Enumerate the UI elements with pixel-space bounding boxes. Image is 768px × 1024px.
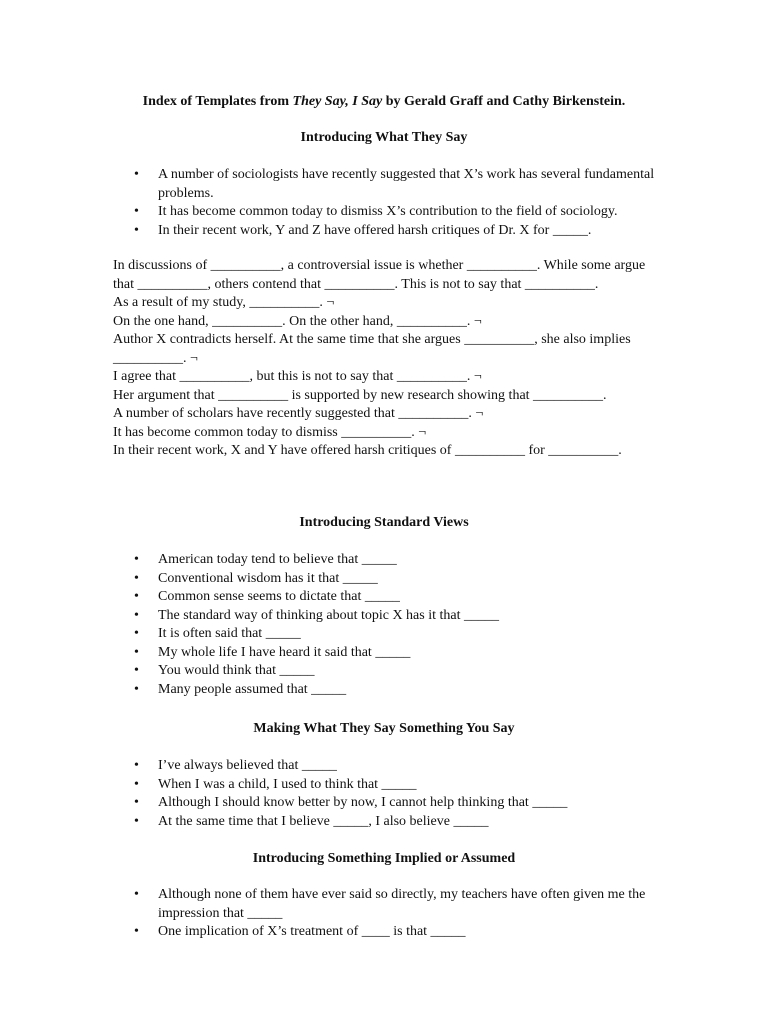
list-item: • It has become common today to dismiss X’s contribution to the field of sociology.	[0, 203, 768, 222]
template-line: In discussions of __________, a controversial issue is whether __________. While some argue that __________, others contend that __________. This is not to say that __________.	[113, 258, 646, 292]
section-heading-making-what-they-say: Making What They Say Something You Say	[253, 721, 515, 736]
template-lines-block	[113, 257, 653, 461]
bullet-list-what-they-say	[0, 166, 768, 240]
template-line: Author X contradicts herself. At the same time that she argues __________, she also implies __________. ¬	[113, 332, 631, 366]
list-item: • In their recent work, Y and Z have offered harsh critiques of Dr. X for _____.	[0, 222, 768, 241]
list-item: • Common sense seems to dictate that _____	[0, 588, 768, 607]
template-line: In their recent work, X and Y have offered harsh critiques of __________ for __________.	[113, 443, 622, 458]
bullet-list-making-what-they-say	[0, 757, 768, 831]
title-prefix: Index of Templates from	[142, 94, 293, 109]
template-line: On the one hand, __________. On the other hand, __________. ¬	[113, 313, 482, 329]
list-item: • A number of sociologists have recently suggested that X’s work has several fundamental problems.	[0, 166, 768, 203]
list-item: • Conventional wisdom has it that _____	[0, 570, 768, 589]
list-item: • Although none of them have ever said so directly, my teachers have often given me the impression that _____	[0, 886, 768, 923]
list-item: • American today tend to believe that _____	[0, 551, 768, 570]
template-line: Her argument that __________ is supported by new research showing that __________.	[113, 387, 607, 403]
section-heading-introducing-implied: Introducing Something Implied or Assumed	[252, 851, 516, 866]
list-item: • I’ve always believed that _____	[0, 757, 768, 776]
list-item: • Although I should know better by now, I cannot help thinking that _____	[0, 794, 768, 813]
title-suffix: by Gerald Graff and Cathy Birkenstein.	[382, 94, 626, 109]
section-heading-introducing-what-they-say: Introducing What They Say	[300, 130, 468, 145]
template-line: As a result of my study, __________. ¬	[113, 295, 335, 310]
list-item: • One implication of X’s treatment of ____ is that _____	[0, 923, 768, 942]
section-heading-introducing-standard-views: Introducing Standard Views	[299, 515, 469, 530]
list-item: • My whole life I have heard it said that _____	[0, 644, 768, 663]
list-item: • You would think that _____	[0, 662, 768, 681]
list-item: • The standard way of thinking about topic X has it that _____	[0, 607, 768, 626]
list-item: • Many people assumed that _____	[0, 681, 768, 700]
list-item: • It is often said that _____	[0, 625, 768, 644]
template-line: A number of scholars have recently suggested that __________. ¬	[113, 406, 484, 421]
bullet-list-implied	[0, 886, 768, 942]
list-item: • When I was a child, I used to think that _____	[0, 776, 768, 795]
list-item: • At the same time that I believe _____, I also believe _____	[0, 813, 768, 832]
title-book: They Say, I Say	[292, 94, 383, 109]
document-title	[0, 93, 768, 112]
template-line: It has become common today to dismiss __________. ¬	[113, 424, 427, 440]
template-line: I agree that __________, but this is not to say that __________. ¬	[113, 369, 482, 384]
bullet-list-standard-views	[0, 551, 768, 699]
